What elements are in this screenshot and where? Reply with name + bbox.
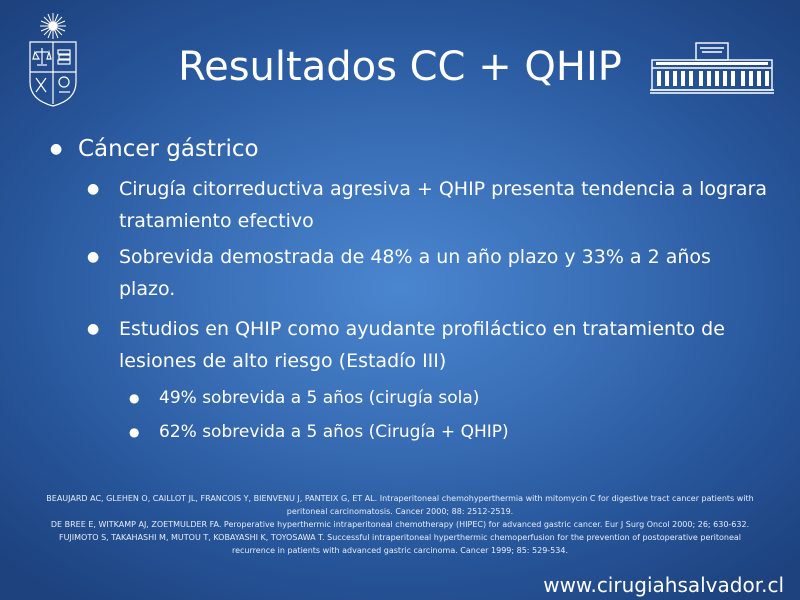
bullet-text: Estudios en QHIP como ayudante profiláctico en tratamiento de lesiones de alto riesgo (Estadío III) [119,318,725,372]
reference-entry: FUJIMOTO S, TAKAHASHI M, MUTOU T, KOBAYASHI K, TOYOSAWA T. Successful intraperitoneal hyperthermic chemoperfusion for the prevention of postoperative peritoneal recurrence in patients with advanced gastric carcinoma. Cancer 1999; 85: 529-534. [58,533,742,555]
bullet-dot: ● [87,249,100,265]
footer-url: www.cirugiahsalvador.cl [543,573,784,597]
heading-text: Cáncer gástrico [78,136,259,162]
bullet-item [87,173,769,237]
heading-bullet [50,133,259,165]
sub-bullet-text: 62% sobrevida a 5 años (Cirugía + QHIP) [159,422,509,442]
bullet-dot: ● [129,391,140,405]
sub-bullet-item [129,383,759,413]
bullet-dot: ● [87,181,100,197]
bullet-item [87,241,769,305]
references [40,492,760,557]
sub-bullet-item [129,417,759,447]
bullet-item [87,313,769,377]
bullet-text: Cirugía citorreductiva agresiva + QHIP presenta tendencia a lograra tratamiento efectivo [119,178,768,232]
sub-bullet-text: 49% sobrevida a 5 años (cirugía sola) [159,388,480,408]
bullet-dot: ● [87,321,100,337]
reference-entry: BEAUJARD AC, GLEHEN O, CAILLOT JL, FRANCOIS Y, BIENVENU J, PANTEIX G, ET AL. Intraperitoneal chemohyperthermia with mitomycin C for digestive tract cancer patients with peritoneal carcinomatosis. Cancer 2000; 88: 2512-2519. [46,494,754,516]
slide-title: Resultados CC + QHIP [178,44,622,90]
reference-entry: DE BREE E, WITKAMP AJ, ZOETMULDER FA. Peroperative hyperthermic intraperitoneal chemotherapy (HIPEC) for advanced gastric cancer. Eur J Surg Oncol 2000; 26; 630-632. [50,520,750,529]
bullet-dot: ● [129,425,140,439]
bullet-text: Sobrevida demostrada de 48% a un año plazo y 33% a 2 años plazo. [119,246,711,300]
bullet-dot: ● [50,141,63,157]
